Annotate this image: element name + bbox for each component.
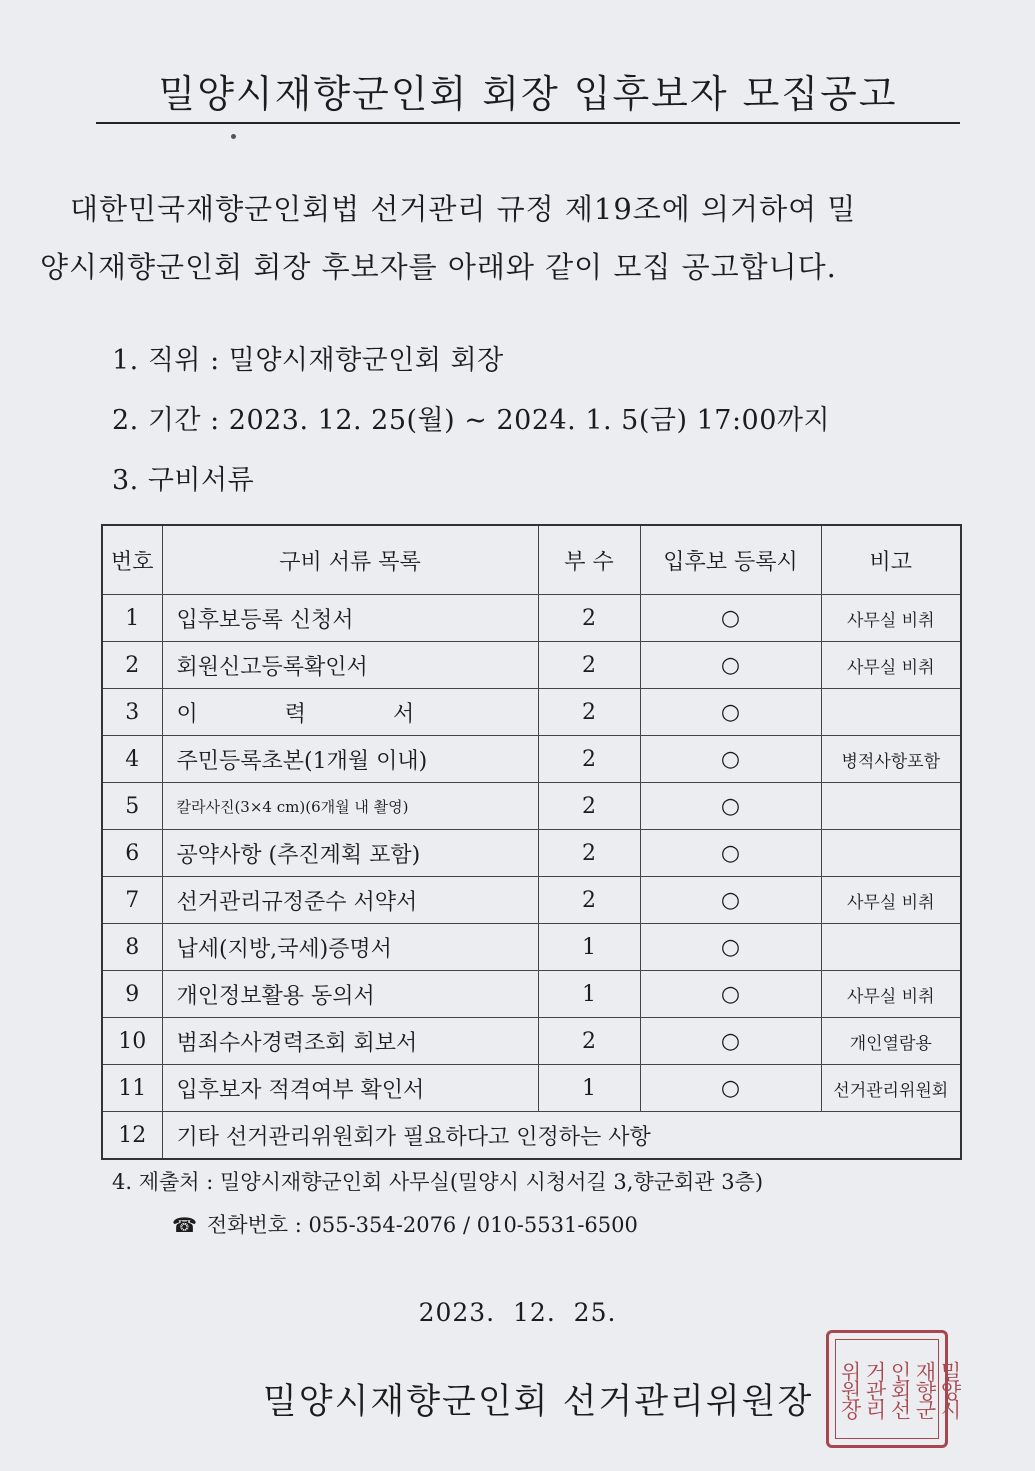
row-document-name: 이 력 서 bbox=[162, 689, 538, 736]
row-copies: 1 bbox=[538, 971, 640, 1018]
phone-text: 전화번호 : 055-354-2076 / 010-5531-6500 bbox=[206, 1213, 638, 1237]
row-copies: 1 bbox=[538, 924, 640, 971]
row-copies: 2 bbox=[538, 642, 640, 689]
row-number: 3 bbox=[102, 689, 162, 736]
table-row bbox=[102, 971, 961, 1018]
row-copies: 2 bbox=[538, 1018, 640, 1065]
row-note: 개인열람용 bbox=[821, 1018, 961, 1065]
row-copies: 2 bbox=[538, 830, 640, 877]
row-number: 2 bbox=[102, 642, 162, 689]
row-registration-mark: ○ bbox=[640, 1065, 821, 1112]
row-registration-mark: ○ bbox=[640, 689, 821, 736]
row-number: 8 bbox=[102, 924, 162, 971]
row-note bbox=[821, 924, 961, 971]
item-documents: 3. 구비서류 bbox=[112, 465, 255, 496]
header-document-list: 구비 서류 목록 bbox=[162, 525, 538, 595]
row-document-name: 주민등록초본(1개월 이내) bbox=[162, 736, 538, 783]
row-document-name: 범죄수사경력조회 회보서 bbox=[162, 1018, 538, 1065]
row-number: 11 bbox=[102, 1065, 162, 1112]
row-number: 9 bbox=[102, 971, 162, 1018]
header-copies: 부 수 bbox=[538, 525, 640, 595]
row-note bbox=[821, 689, 961, 736]
row-note bbox=[821, 830, 961, 877]
seal-column: 거관리 bbox=[863, 1360, 887, 1418]
row-document-name: 개인정보활용 동의서 bbox=[162, 971, 538, 1018]
row-note: 사무실 비취 bbox=[821, 595, 961, 642]
table-row bbox=[102, 877, 961, 924]
row-note bbox=[821, 783, 961, 830]
row-registration-mark: ○ bbox=[640, 1018, 821, 1065]
table-row bbox=[102, 1065, 961, 1112]
row-registration-mark: ○ bbox=[640, 877, 821, 924]
page-title: 밀양시재향군인회 회장 입후보자 모집공고 bbox=[96, 70, 960, 124]
submission-place: 4. 제출처 : 밀양시재향군인회 사무실(밀양시 시청서길 3,향군회관 3층) bbox=[112, 1170, 764, 1194]
row-note: 사무실 비취 bbox=[821, 642, 961, 689]
table-row bbox=[102, 783, 961, 830]
row-note: 병적사항포함 bbox=[821, 736, 961, 783]
item-position: 1. 직위 : 밀양시재향군인회 회장 bbox=[112, 345, 504, 376]
row-number: 7 bbox=[102, 877, 162, 924]
row-copies: 2 bbox=[538, 736, 640, 783]
seal-text bbox=[837, 1341, 962, 1437]
row-document-name: 칼라사진(3×4 cm)(6개월 내 촬영) bbox=[162, 783, 538, 830]
row-copies: 2 bbox=[538, 595, 640, 642]
row-document-name: 회원신고등록확인서 bbox=[162, 642, 538, 689]
table-row bbox=[102, 1112, 961, 1160]
header-registration: 입후보 등록시 bbox=[640, 525, 821, 595]
row-copies: 1 bbox=[538, 1065, 640, 1112]
row-document-name: 선거관리규정준수 서약서 bbox=[162, 877, 538, 924]
row-number: 1 bbox=[102, 595, 162, 642]
official-seal bbox=[826, 1330, 962, 1448]
intro-paragraph bbox=[40, 180, 1000, 296]
row-document-name: 기타 선거관리위원회가 필요하다고 인정하는 사항 bbox=[162, 1112, 961, 1160]
decorative-dot bbox=[231, 134, 236, 139]
phone-line bbox=[172, 1209, 638, 1239]
row-registration-mark: ○ bbox=[640, 924, 821, 971]
table-row bbox=[102, 830, 961, 877]
row-registration-mark: ○ bbox=[640, 736, 821, 783]
intro-line-1: 대한민국재향군인회법 선거관리 규정 제19조에 의거하여 밀 bbox=[70, 192, 857, 226]
row-copies: 2 bbox=[538, 783, 640, 830]
row-note: 사무실 비취 bbox=[821, 877, 961, 924]
row-number: 6 bbox=[102, 830, 162, 877]
item-period: 2. 기간 : 2023. 12. 25(월) ~ 2024. 1. 5(금) 17:00까지 bbox=[112, 405, 831, 436]
row-number: 12 bbox=[102, 1112, 162, 1160]
row-registration-mark: ○ bbox=[640, 830, 821, 877]
notice-date: 2023. 12. 25. bbox=[418, 1298, 617, 1327]
seal-column: 인회선 bbox=[888, 1360, 912, 1418]
row-copies: 2 bbox=[538, 689, 640, 736]
documents-table bbox=[101, 524, 962, 1160]
row-number: 10 bbox=[102, 1018, 162, 1065]
row-note: 사무실 비취 bbox=[821, 971, 961, 1018]
signer-title: 밀양시재향군인회 선거관리위원장 bbox=[263, 1382, 814, 1422]
header-number: 번호 bbox=[102, 525, 162, 595]
header-note: 비고 bbox=[821, 525, 961, 595]
seal-column: 위원장 bbox=[838, 1360, 862, 1418]
row-copies: 2 bbox=[538, 877, 640, 924]
table-row bbox=[102, 642, 961, 689]
table-header-row bbox=[102, 525, 961, 595]
row-document-name: 공약사항 (추진계획 포함) bbox=[162, 830, 538, 877]
row-registration-mark: ○ bbox=[640, 971, 821, 1018]
row-document-name: 납세(지방,국세)증명서 bbox=[162, 924, 538, 971]
seal-column: 밀양시 bbox=[938, 1360, 962, 1418]
phone-icon: ☎ bbox=[172, 1213, 197, 1237]
table-row bbox=[102, 1018, 961, 1065]
row-document-name: 입후보등록 신청서 bbox=[162, 595, 538, 642]
row-document-name: 입후보자 적격여부 확인서 bbox=[162, 1065, 538, 1112]
row-registration-mark: ○ bbox=[640, 783, 821, 830]
row-number: 5 bbox=[102, 783, 162, 830]
table-row bbox=[102, 689, 961, 736]
table-row bbox=[102, 736, 961, 783]
intro-line-2: 양시재향군인회 회장 후보자를 아래와 같이 모집 공고합니다. bbox=[40, 250, 837, 284]
row-registration-mark: ○ bbox=[640, 595, 821, 642]
table-row bbox=[102, 924, 961, 971]
row-registration-mark: ○ bbox=[640, 642, 821, 689]
seal-column: 재향군 bbox=[913, 1360, 937, 1418]
row-note: 선거관리위원회 bbox=[821, 1065, 961, 1112]
row-number: 4 bbox=[102, 736, 162, 783]
table-row bbox=[102, 595, 961, 642]
